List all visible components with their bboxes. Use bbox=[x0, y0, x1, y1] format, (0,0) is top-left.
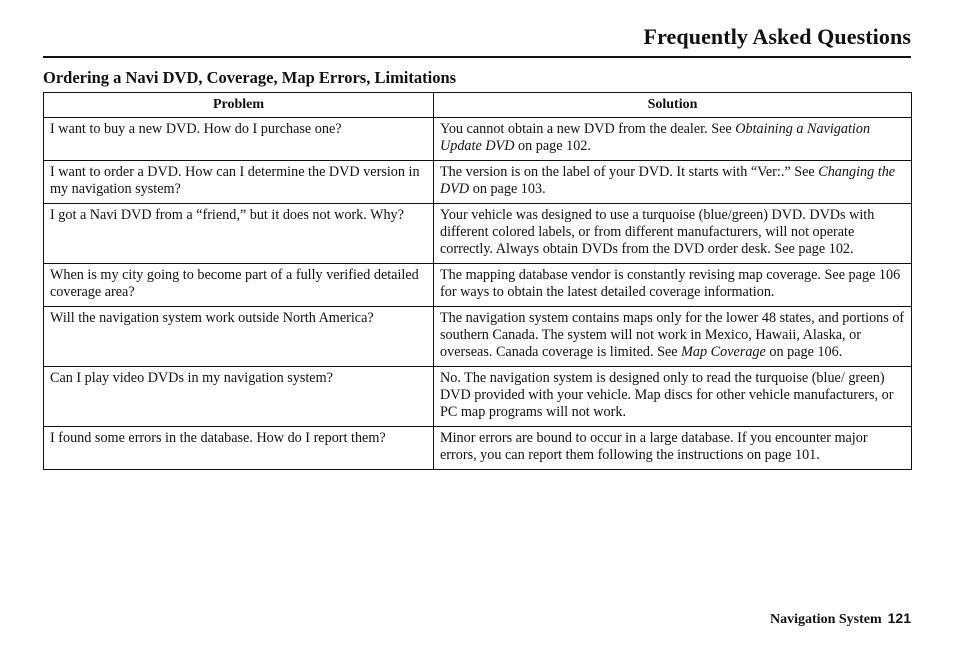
problem-cell: Will the navigation system work outside North America? bbox=[44, 307, 434, 367]
solution-text: on page 103. bbox=[469, 181, 546, 197]
solution-text: Your vehicle was designed to use a turquoise (blue/green) DVD. DVDs with different colored labels, or from different manufacturers, will not operate correctly. Always obtain DVDs from the DVD order desk. See page 102. bbox=[440, 207, 875, 257]
problem-cell: I found some errors in the database. How do I report them? bbox=[44, 427, 434, 470]
solution-text: You cannot obtain a new DVD from the dealer. See bbox=[440, 121, 736, 137]
solution-cell bbox=[434, 118, 912, 161]
page-title: Frequently Asked Questions bbox=[643, 24, 911, 49]
solution-text: No. The navigation system is designed only to read the turquoise (blue/ green) DVD provided with your vehicle. Map discs for other vehicle manufacturers, or PC map programs will not work. bbox=[440, 370, 894, 420]
column-header-solution: Solution bbox=[434, 93, 912, 118]
section-heading: Ordering a Navi DVD, Coverage, Map Errors, Limitations bbox=[43, 68, 457, 87]
solution-cell bbox=[434, 161, 912, 204]
solution-text: Minor errors are bound to occur in a large database. If you encounter major errors, you can report them following the instructions on page 101. bbox=[440, 430, 868, 463]
solution-cell bbox=[434, 264, 912, 307]
problem-cell: Can I play video DVDs in my navigation system? bbox=[44, 367, 434, 427]
solution-cell bbox=[434, 367, 912, 427]
cross-reference: Changing the DVD bbox=[440, 164, 896, 197]
cross-reference: Map Coverage bbox=[681, 344, 766, 360]
table-row bbox=[44, 161, 912, 204]
table-header-row bbox=[44, 93, 912, 118]
table-row bbox=[44, 427, 912, 470]
page-footer bbox=[770, 610, 911, 628]
problem-cell: I want to buy a new DVD. How do I purchase one? bbox=[44, 118, 434, 161]
faq-table bbox=[43, 92, 912, 470]
table-row bbox=[44, 264, 912, 307]
solution-text: The mapping database vendor is constantly revising map coverage. See page 106 for ways to obtain the latest detailed coverage information. bbox=[440, 267, 901, 300]
solution-cell bbox=[434, 427, 912, 470]
problem-cell: I want to order a DVD. How can I determine the DVD version in my navigation system? bbox=[44, 161, 434, 204]
solution-cell bbox=[434, 307, 912, 367]
problem-cell: I got a Navi DVD from a “friend,” but it does not work. Why? bbox=[44, 204, 434, 264]
table-row bbox=[44, 307, 912, 367]
column-header-problem: Problem bbox=[44, 93, 434, 118]
table-row bbox=[44, 118, 912, 161]
footer-label: Navigation System bbox=[770, 612, 882, 627]
solution-text: on page 106. bbox=[765, 344, 843, 360]
table-row bbox=[44, 367, 912, 427]
title-divider bbox=[43, 56, 911, 58]
table-row bbox=[44, 204, 912, 264]
solution-text: on page 102. bbox=[514, 138, 591, 154]
problem-cell: When is my city going to become part of a fully verified detailed coverage area? bbox=[44, 264, 434, 307]
solution-text: The version is on the label of your DVD. It starts with “Ver:.” See bbox=[440, 164, 819, 180]
page-number: 121 bbox=[887, 610, 911, 626]
solution-text: The navigation system contains maps only for the lower 48 states, and portions of southern Canada. The system will not work in Mexico, Hawaii, Alaska, or overseas. Canada coverage is limited. See bbox=[440, 310, 905, 360]
solution-cell bbox=[434, 204, 912, 264]
cross-reference: Obtaining a Navigation Update DVD bbox=[440, 121, 871, 154]
